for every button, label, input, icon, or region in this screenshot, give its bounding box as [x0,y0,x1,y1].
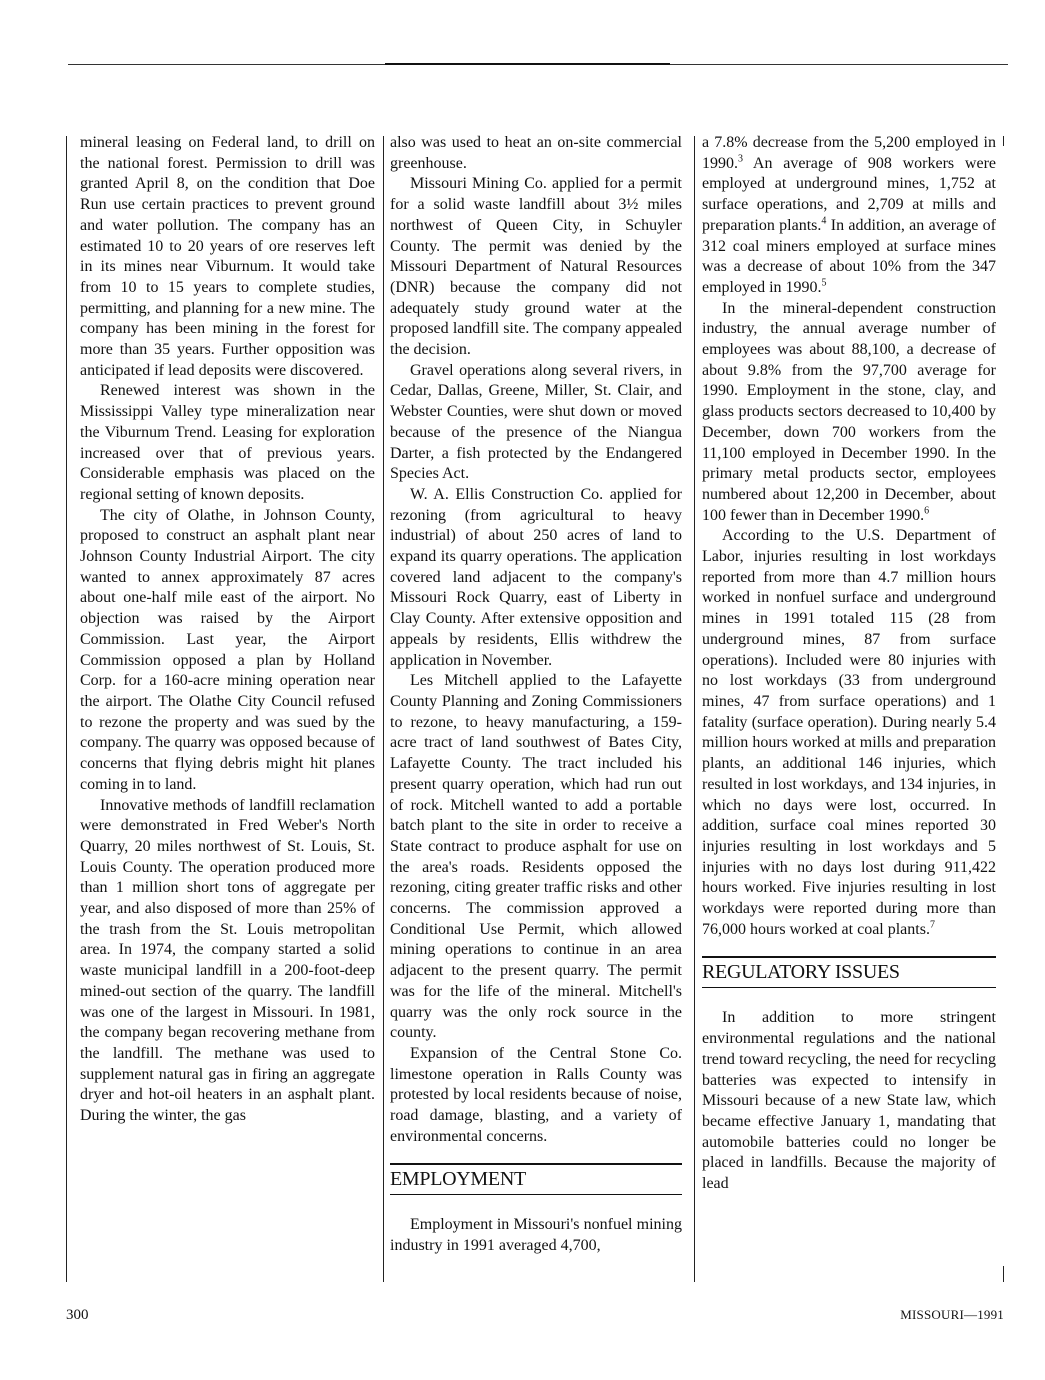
paragraph: Gravel operations along several rivers, in Cedar, Dallas, Greene, Miller, St. Clair, and Webster Counties, were shut down or moved because of the presence of the Niangua Darter, a fish protected by the Endangered Species Act. [390,361,682,483]
paragraph [702,133,996,299]
paragraph [702,526,996,940]
footnote-marker: 4 [821,215,827,227]
column-rule-center-left [383,136,384,1282]
text-run: In the mineral-dependent construction industry, the annual average number of employees was about 88,100, a decrease of about 9.8% from the 97,700 average for 1990. Employment in the stone, clay, and glass products sectors decreased to 10,400 by December, down 700 workers from the 11,100 employed in December 1990. In the primary metal products sector, employees numbered about 12,200 in December, about 100 fewer than in December 1990. [702,299,996,524]
paragraph: Les Mitchell applied to the Lafayette County Planning and Zoning Commissioners to rezone, to heavy manufacturing, a 159-acre tract of land southwest of Bates City, Lafayette County. The tract included his present quarry operation, which had run out of rock. Mitchell wanted to add a portable batch plant to the site in order to receive a State contract to produce asphalt for use on the area's roads. Residents opposed the rezoning, citing greater traffic risks and other concerns. The commission approved a Conditional Use Permit, which allowed mining operations to continue in an area adjacent to the present quarry. The permit was for the life of the mineral. Mitchell's quarry was the only rock source in the county. [390,672,682,1042]
paragraph: mineral leasing on Federal land, to drill on the national forest. Permission to drill was granted April 8, on the condition that Doe Run use certain practices to prevent ground and water pollution. The company has an estimated 10 to 20 years of ore reserves left in its mines near Viburnum. It would take from 10 to 15 years to complete studies, permitting, and planning for a new mine. The company has been mining in the forest for more than 35 years. Further opposition was anticipated if lead deposits were discovered. [80,134,375,379]
text-run: According to the U.S. Department of Labor, injuries resulting in lost workdays reported from more than 4.7 million hours worked in nonfuel surface and underground mines in 1991 totaled 115 (28 from underground mines, 87 from surface operations). Included were 80 injuries with no lost workdays (33 from underground mines, 47 from surface operations) and 1 fatality (surface operation). During nearly 5.4 million hours worked at mills and preparation plants, an additional 146 injuries, which resulted in lost workdays, and 134 injuries, in which no days were lost, occurred. In addition, surface coal mines reported 30 injuries resulting in lost workdays and 5 injuries with no days lost during 911,422 hours worked. Five injuries resulting in lost workdays were reported during more than 76,000 hours worked at coal plants. [702,527,996,938]
column-2 [390,133,682,1257]
text-run: An average of 908 workers were employed at underground mines, 1,752 at surface operations, and 2,709 at mills and preparation plants. [702,154,996,234]
paragraph: Missouri Mining Co. applied for a permit for a solid waste landfill about 3½ miles northwest of Queen City, in Schuyler County. The permit was denied by the Missouri Department of Natural Resources (DNR) because the company did not adequately study ground water at the proposed landfill site. The company appealed the decision. [390,175,682,359]
footnote-marker: 3 [738,153,743,165]
paragraph: also was used to heat an on-site commercial greenhouse. [390,134,682,172]
paragraph: Renewed interest was shown in the Mississippi Valley type mineralization near the Viburnum Trend. Leasing for exploration increased over that of previous years. Considerable emphasis was placed on the regional setting of known deposits. [80,382,375,503]
top-rule-accent [385,63,670,65]
paragraph: The city of Olathe, in Johnson County, proposed to construct an asphalt plant near Johnson County Industrial Airport. The city wanted to annex approximately 87 acres about one-half mile east of the airport. No objection was raised by the Airport Commission. Last year, the Airport Commission opposed a plan by Holland Corp. for a 160-acre mining operation near the airport. The Olathe City Council refused to rezone the property and was sued by the company. The quarry was opposed because of concerns that flying debris might hit planes coming in to land. [80,506,375,793]
column-1 [80,133,375,1127]
paragraph: Innovative methods of landfill reclamation were demonstrated in Fred Weber's North Quarry, 20 miles northwest of St. Louis, St. Louis County. The operation produced more than 1 million short tons of aggregate per year, and also disposed of more than 25% of the trash from the St. Louis metropolitan area. In 1974, the company started a solid waste municipal landfill in a 200-foot-deep mined-out section of the quarry. The landfill was one of the largest in Missouri. In 1981, the company began recovering methane from the landfill. The methane was used to supplement natural gas in firing an aggregate dryer and hot-oil heaters in an asphalt plant. During the winter, the gas [80,796,375,1125]
paragraph: Employment in Missouri's nonfuel mining industry in 1991 averaged 4,700, [390,1216,682,1255]
running-footer: MISSOURI—1991 [900,1307,1004,1322]
paragraph [702,299,996,527]
section-heading-employment: EMPLOYMENT [390,1163,682,1195]
section-heading-regulatory-issues: REGULATORY ISSUES [702,956,996,988]
paragraph: In addition to more stringent environmental regulations and the national trend toward recycling, the need for recycling batteries was expected to intensify in Missouri because of a new State law, which became effective January 1, mandating that automobile batteries could no longer be placed in landfills. Because the majority of lead [702,1009,996,1193]
column-rule-left [66,136,67,1282]
text-run: In addition, an average of 312 coal miners employed at surface mines was a decrease of about 10% from the 347 employed in 1990. [702,216,996,296]
text-run: a 7.8% decrease from the 5,200 employed in 1990. [702,134,996,172]
paragraph: W. A. Ellis Construction Co. applied for rezoning (from agricultural to heavy industrial) of about 250 acres of land to expand its quarry operations. The application covered land adjacent to the company's Missouri Rock Quarry, east of Liberty in Clay County. After extensive opposition and appeals by residents, Ellis withdrew the application in November. [390,485,682,669]
footnote-marker: 5 [821,277,827,289]
footnote-marker: 6 [924,505,930,517]
page-number: 300 [66,1307,89,1323]
column-rule-right-top [1003,136,1004,146]
footnote-marker: 7 [929,919,935,931]
column-rule-center-right [694,136,695,1282]
column-3 [702,133,996,1195]
paragraph: Expansion of the Central Stone Co. limestone operation in Ralls County was protested by local residents because of noise, road damage, blasting, and a variety of environmental concerns. [390,1044,682,1145]
column-rule-right-bottom [1003,1266,1004,1282]
